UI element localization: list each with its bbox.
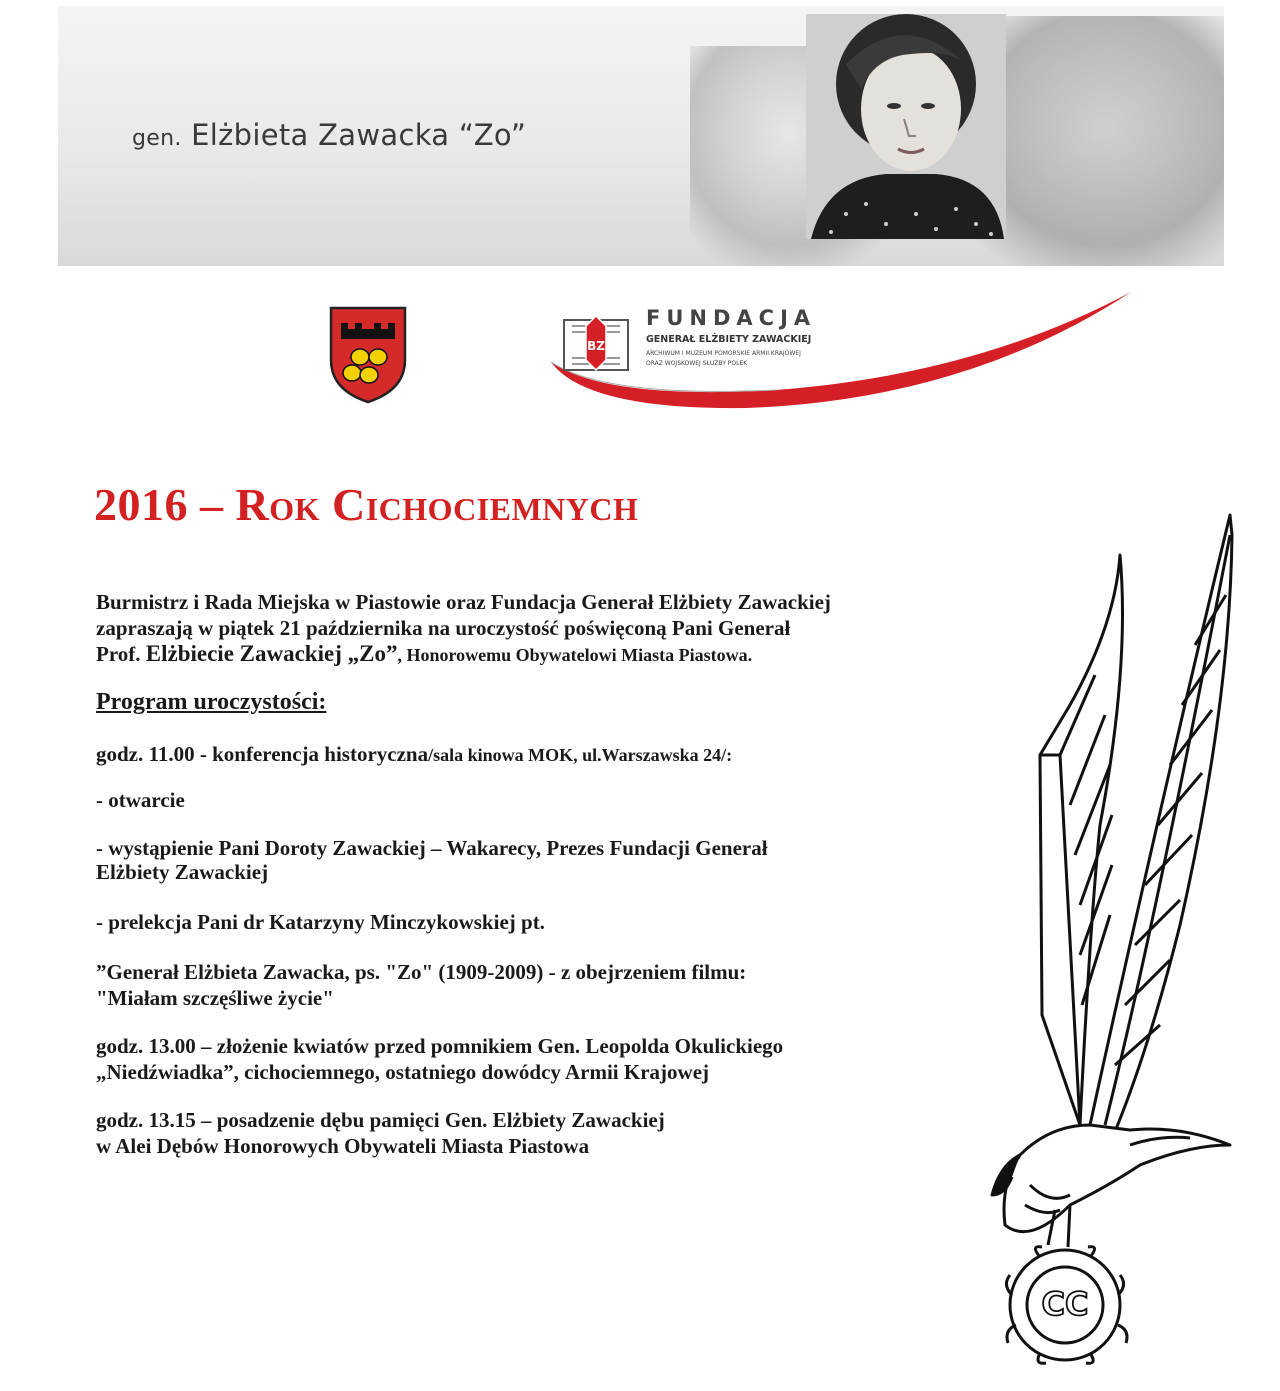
foundation-subtitle: GENERAŁ ELŻBIETY ZAWACKIEJ <box>646 334 812 345</box>
foundation-title: FUNDACJA <box>646 306 817 330</box>
program-item-lecture: - prelekcja Pani dr Katarzyny Minczykowskiej pt. <box>96 910 545 934</box>
portrait-young <box>806 14 1006 239</box>
foundation-swoosh <box>546 290 1136 415</box>
page-title: 2016 – Rok Cichociemnych <box>94 479 639 530</box>
svg-text:BZ: BZ <box>587 339 605 353</box>
program-title: Program uroczystości: <box>96 689 327 715</box>
header-banner <box>58 6 1224 266</box>
intro-line-1: Burmistrz i Rada Miejska w Piastowie oraz Fundacja Generał Elżbiety Zawackiej <box>96 590 831 614</box>
intro-suffix: , Honorowemu Obywatelowi Miasta Piastowa. <box>397 645 753 665</box>
program-item-flowers-1: godz. 13.00 – złożenie kwiatów przed pomnikiem Gen. Leopolda Okulickiego <box>96 1034 784 1058</box>
intro-line-3 <box>96 641 753 666</box>
banner-title-prefix: gen. <box>132 126 182 151</box>
program-item-film-2: "Miałam szczęśliwe życie" <box>96 986 334 1010</box>
program-item-flowers-2: „Niedźwiadka”, cichociemnego, ostatniego dowódcy Armii Krajowej <box>96 1060 710 1084</box>
emblem-cc-text: CC <box>1041 1285 1089 1323</box>
banner-title-name: Elżbieta Zawacka “Zo” <box>191 118 527 152</box>
program-item-speech-2: Elżbiety Zawackiej <box>96 860 269 884</box>
coat-of-arms-logo <box>328 305 408 405</box>
cichociemni-eagle-emblem <box>930 505 1260 1365</box>
program-item-film-1: ”Generał Elżbieta Zawacka, ps. "Zo" (1909-2009) - z obejrzeniem filmu: <box>96 960 747 984</box>
conference-time: godz. 11.00 - konferencja historyczna <box>96 742 429 766</box>
conference-venue: /sala kinowa MOK, ul.Warszawska 24/: <box>428 745 733 765</box>
program-item-opening: - otwarcie <box>96 788 185 812</box>
foundation-line-2: ORAZ WOJSKOWEJ SŁUŻBY POLEK <box>646 360 748 367</box>
program-item-conference <box>96 744 732 765</box>
foundation-emblem-icon <box>562 312 630 372</box>
program-item-oak-1: godz. 13.15 – posadzenie dębu pamięci Gen. Elżbiety Zawackiej <box>96 1108 665 1132</box>
program-item-oak-2: w Alei Dębów Honorowych Obywateli Miasta Piastowa <box>96 1134 590 1158</box>
intro-line-2: zapraszają w piątek 21 października na uroczystość poświęconą Pani Generał <box>96 616 791 640</box>
program-item-speech-1: - wystąpienie Pani Doroty Zawackiej – Wakarecy, Prezes Fundacji Generał <box>96 836 768 860</box>
banner-title <box>132 118 526 152</box>
intro-prefix: Prof. <box>96 642 146 666</box>
intro-honoree: Elżbiecie Zawackiej „Zo” <box>145 641 398 666</box>
foundation-line-1: ARCHIWUM I MUZEUM POMORSKIE ARMII KRAJOWEJ <box>646 350 801 357</box>
